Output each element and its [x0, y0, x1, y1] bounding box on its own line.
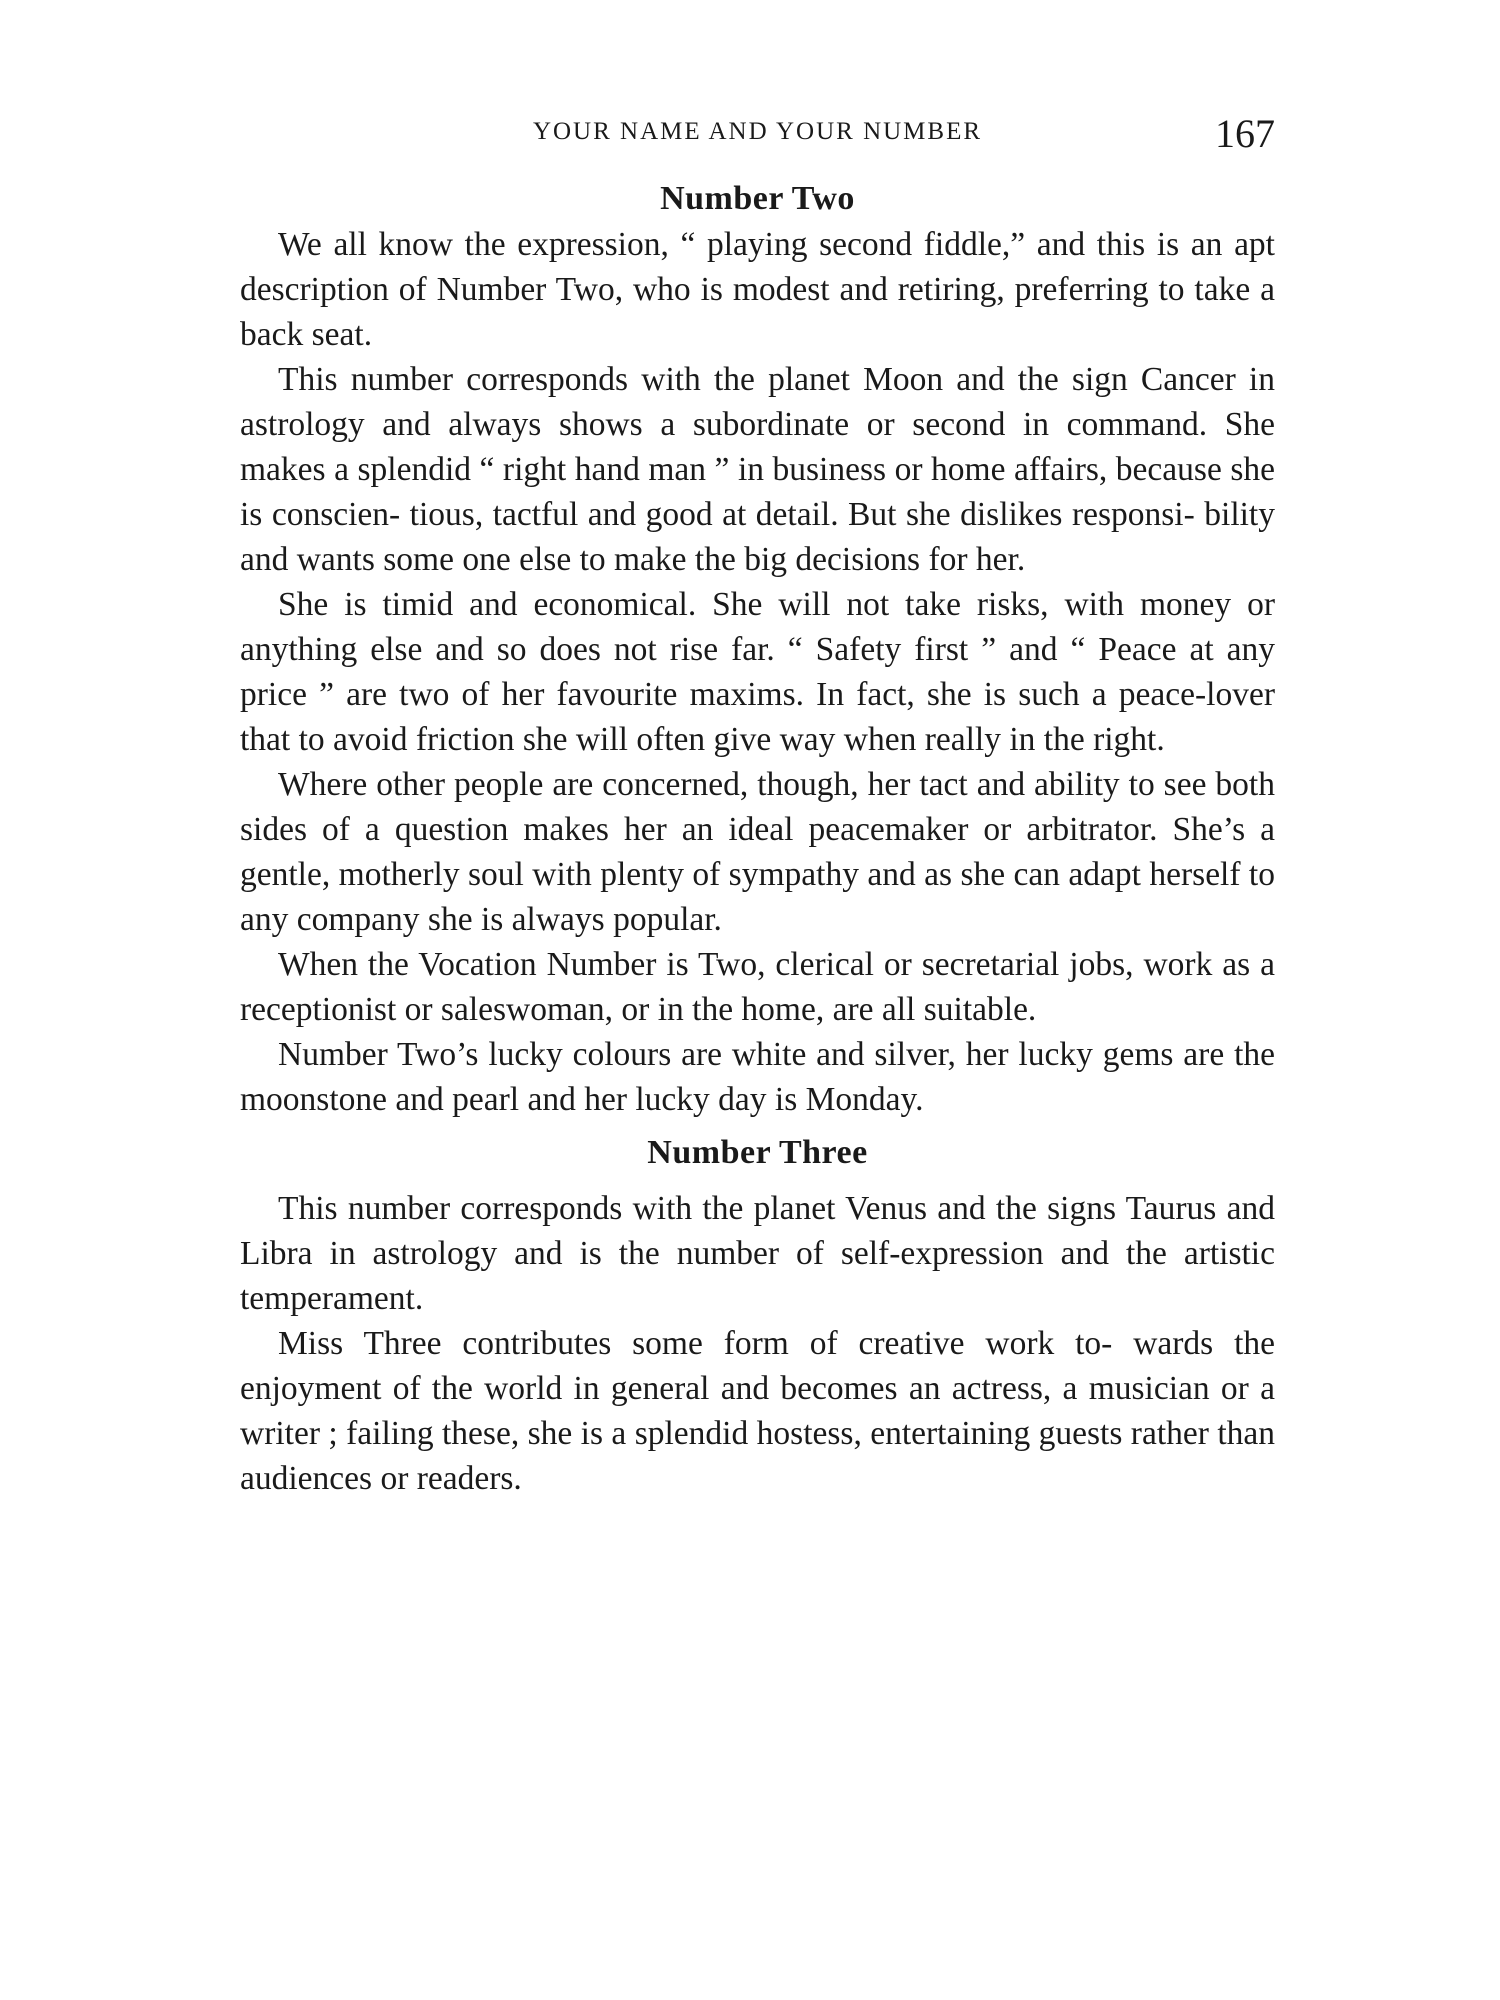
paragraph: This number corresponds with the planet Moon and the sign Cancer in astrology and always shows a subordinate or second in command. She makes a splendid “ right hand man ” in business or home affairs, because she is conscien- tious, tactful and good at detail. But she dislikes responsi- bility and wants some one else to make the big decisions for her.: [240, 361, 1275, 578]
section-number-two: [240, 180, 1275, 1122]
section-heading: Number Three: [647, 1134, 868, 1171]
paragraph: We all know the expression, “ playing second fiddle,” and this is an apt description of Number Two, who is modest and retiring, preferring to take a back seat.: [240, 226, 1275, 353]
section-number-three: [240, 1134, 1275, 1501]
running-title: YOUR NAME AND YOUR NUMBER: [532, 118, 983, 145]
paragraph: When the Vocation Number is Two, clerical or secretarial jobs, work as a receptionist or saleswoman, or in the home, are all suitable.: [240, 946, 1275, 1028]
paragraph: Where other people are concerned, though, her tact and ability to see both sides of a question makes her an ideal peacemaker or arbitrator. She’s a gentle, motherly soul with plenty of sympathy and as she can adapt herself to any company she is always popular.: [240, 766, 1275, 938]
running-head: [240, 110, 1275, 170]
paragraph: Number Two’s lucky colours are white and silver, her lucky gems are the moonstone and pearl and her lucky day is Monday.: [240, 1036, 1275, 1118]
paragraph: This number corresponds with the planet Venus and the signs Taurus and Libra in astrology and is the number of self-expression and the artistic temperament.: [240, 1190, 1275, 1317]
book-page: [240, 110, 1275, 1501]
paragraph: Miss Three contributes some form of creative work to- wards the enjoyment of the world in general and becomes an actress, a musician or a writer ; failing these, she is a splendid hostess, entertaining guests rather than audiences or readers.: [240, 1325, 1275, 1497]
page-number: 167: [1215, 111, 1275, 156]
paragraph: She is timid and economical. She will not take risks, with money or anything else and so does not rise far. “ Safety first ” and “ Peace at any price ” are two of her favourite maxims. In fact, she is such a peace-lover that to avoid friction she will often give way when really in the right.: [240, 586, 1275, 758]
section-heading: Number Two: [660, 180, 855, 217]
